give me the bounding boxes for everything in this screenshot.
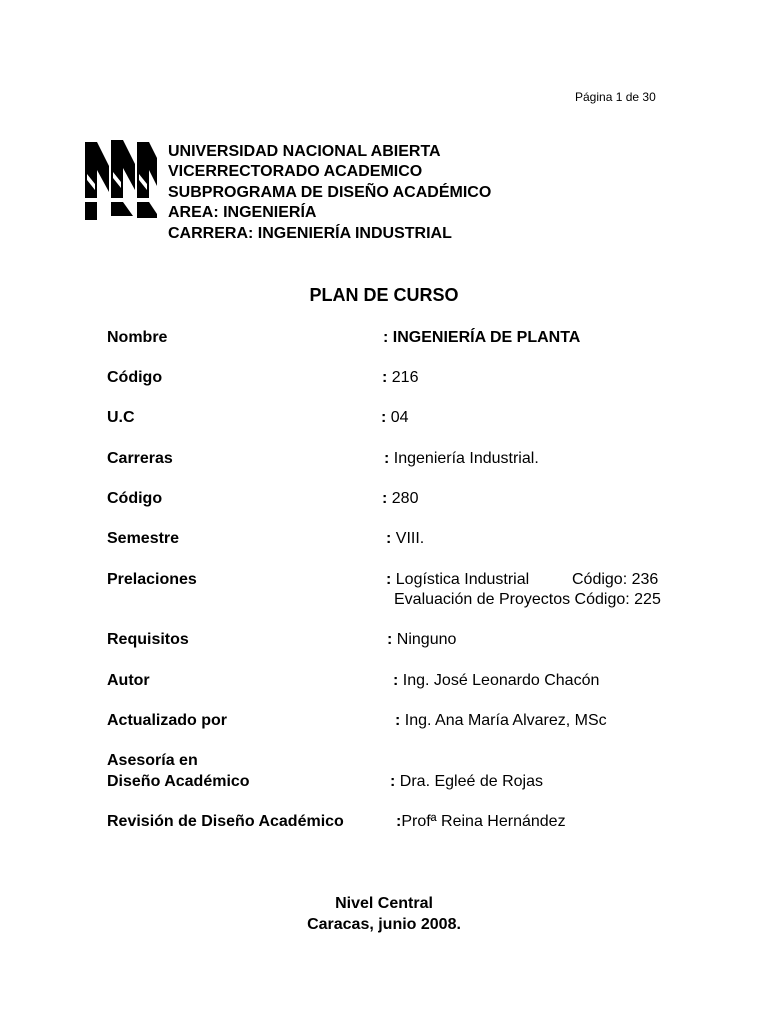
field-value: Ninguno	[396, 631, 457, 648]
field-label: Nombre	[107, 329, 168, 346]
una-logo-icon	[83, 140, 157, 220]
institution-header	[168, 142, 491, 244]
field-value: Ing. Ana María Alvarez, MSc	[404, 712, 607, 729]
header-line: VICERRECTORADO ACADEMICO	[168, 163, 423, 181]
field-value: Evaluación de Proyectos Código: 225	[394, 591, 661, 608]
field-value: Dra. Egleé de Rojas	[399, 773, 543, 790]
field-label: Prelaciones	[107, 571, 197, 588]
field-label: Semestre	[107, 530, 180, 547]
field-label: Diseño Académico	[107, 773, 250, 790]
field-value: Profª Reina Hernández	[401, 813, 566, 830]
footer-line: Caracas, junio 2008.	[307, 916, 461, 933]
field-label: Asesoría en	[107, 752, 198, 769]
field-value: 280	[391, 490, 419, 507]
field-label: Requisitos	[107, 631, 189, 648]
header-line: CARRERA: INGENIERÍA INDUSTRIAL	[168, 224, 452, 242]
field-value: Logística Industrial	[395, 571, 530, 588]
field-label: Código	[107, 490, 163, 507]
field-label: Actualizado por	[107, 712, 228, 729]
page-number: Página 1 de 30	[575, 90, 656, 104]
field-label: Revisión de Diseño Académico	[107, 813, 344, 830]
field-value: 04	[390, 409, 409, 426]
field-code: Código: 236	[572, 571, 659, 588]
field-value: Ingeniería Industrial.	[393, 450, 539, 467]
field-value: 216	[391, 369, 419, 386]
header-line: AREA: INGENIERÍA	[168, 204, 317, 222]
field-label: U.C	[107, 409, 135, 426]
field-value: Ing. José Leonardo Chacón	[402, 672, 600, 689]
header-line: UNIVERSIDAD NACIONAL ABIERTA	[168, 143, 441, 160]
field-value: : INGENIERÍA DE PLANTA	[383, 329, 581, 346]
page-title: PLAN DE CURSO	[309, 285, 459, 305]
footer-line: Nivel Central	[335, 895, 433, 912]
field-label: Autor	[107, 672, 150, 689]
header-line: SUBPROGRAMA DE DISEÑO ACADÉMICO	[168, 183, 492, 201]
footer	[0, 893, 768, 935]
field-value: VIII.	[395, 530, 425, 547]
field-label: Código	[107, 369, 163, 386]
field-label: Carreras	[107, 450, 173, 467]
